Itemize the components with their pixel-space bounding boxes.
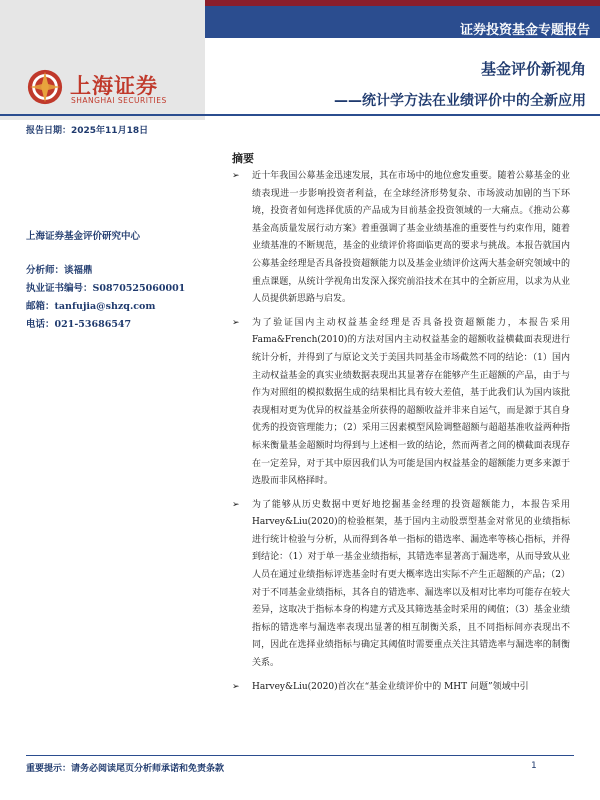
report-main-title: 基金评价新视角 <box>480 60 586 78</box>
abstract-bullet-text: Harvey&Liu(2020)首次在“基金业绩评价中的 MHT 问题”领域中引 <box>252 681 529 692</box>
footer-disclaimer-note: 重要提示：请务必阅读尾页分析师承诺和免责条款 <box>26 764 225 774</box>
logo-name-cn: 上海证券 <box>70 74 158 98</box>
header-divider <box>0 114 600 116</box>
analyst-name: 分析师：谈福鼎 <box>26 265 93 276</box>
abstract-bullet-text: 为了验证国内主动权益基金经理是否具备投资超额能力，本报告采用 Fama&French(2010)的方法对国内主动权益基金的超额收益横截面表现进行统计分析，并得到了与原论文关于美国共同基金市场截然不同的结论：（1）国内主动权益基金的真实业绩数据表现出其显著存在能够产生正超额的产品，由于与作为对照组的模拟数据生成的结果相比具有较大差值，基于此我们认为国内该批表现相对更为优异的权益基金所获得的超额收益并非来自运气，而是源于其自身优秀的投资管理能力；（2）采用三因素模型风险调整超额与超超基准收益两种指标来衡量基金超额时均得到与上述相一致的结论，然而两者之间的横截面表现存在一定差异，对于其中原因我们认为可能是国内权益基金的超额能力更多来源于选股而非风格择时。 <box>252 317 570 487</box>
abstract-bullet <box>230 497 570 673</box>
logo-name-en: SHANGHAI SECURITIES <box>71 96 167 105</box>
analyst-contact <box>26 262 185 334</box>
research-center-name: 上海证券基金评价研究中心 <box>26 231 141 242</box>
report-type-label: 证券投资基金专题报告 <box>459 23 590 38</box>
sidebar <box>26 120 206 760</box>
abstract-body <box>230 168 570 702</box>
report-date: 报告日期：2025年11月18日 <box>26 126 149 136</box>
abstract-bullet <box>230 168 570 309</box>
header-report-type-bar <box>205 6 600 38</box>
page-number: 1 <box>531 761 537 771</box>
analyst-license: 执业证书编号：S0870525060001 <box>26 283 186 294</box>
abstract-bullet-text: 近十年我国公募基金迅速发展，其在市场中的地位愈发重要。随着公募基金的业绩表现进一步影响投资者利益，在全球经济形势复杂、市场波动加剧的当下环境，投资者如何选择优质的产品成为目前基金投资领域的一大痛点。《推动公募基金高质量发展行动方案》着重强调了基金业绩基准的重要性与约束作用，随着业绩基准的不断规范，基金的业绩评价将面临更高的要求与挑战。本报告就国内公募基金经理是否具备投资超额能力以及基金业绩评价这两大基金研究领域中的重点课题，从统计学视角出发深入探究前沿技术在其中的全新应用，以求为从业人员提供新思路与启发。 <box>252 171 570 305</box>
arrow-bullet-icon: ➢ <box>232 171 240 181</box>
analyst-phone: 电话：021-53686547 <box>26 319 132 330</box>
logo-mark-icon <box>26 68 64 106</box>
report-sub-title: ——统计学方法在业绩评价中的全新应用 <box>334 93 586 109</box>
abstract-bullet-text: 为了能够从历史数据中更好地挖掘基金经理的投资超额能力，本报告采用 Harvey&Liu(2020)的检验框架，基于国内主动股票型基金对常见的业绩指标进行统计检验与分析，从而得到各单一指标的错选率、漏选率等核心指标，并得到结论：（1）对于单一基金业绩指标，其错选率显著高于漏选率，从而导致从业人员在通过业绩指标评选基金时有更大概率选出实际不产生正超额的产品；（2）对于不同基金业绩指标，其各自的错选率、漏选率以及相对比率均可能存在较大差异，这取决于指标本身的构建方式及其筛选基金时采用的阈值；（3）基金业绩指标的错选率与漏选率表现出显著的相互制衡关系，且不同指标间亦表现出不同，因此在选择业绩指标与确定其阈值时需要重点关注其错选率与漏选率的制衡关系。 <box>252 499 570 669</box>
analyst-email: 邮箱：tanfujia@shzq.com <box>26 301 156 312</box>
arrow-bullet-icon: ➢ <box>232 499 240 510</box>
abstract-bullet <box>230 315 570 491</box>
company-logo <box>26 68 176 112</box>
arrow-bullet-icon: ➢ <box>232 317 240 328</box>
abstract-bullet <box>230 679 570 697</box>
footer-divider <box>26 755 574 756</box>
arrow-bullet-icon: ➢ <box>232 681 240 692</box>
abstract-title: 摘要 <box>232 152 254 165</box>
